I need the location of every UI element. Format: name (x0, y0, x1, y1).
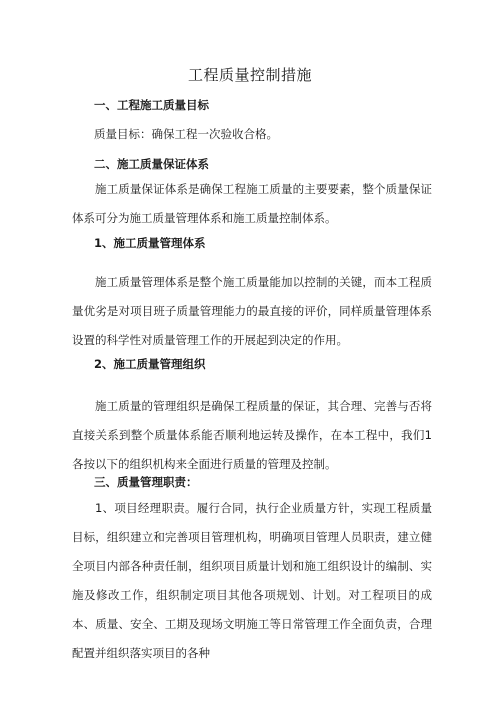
document-title: 工程质量控制措施 (187, 66, 312, 84)
section-heading-quality-assurance-system: 二、施工质量保证体系 (94, 157, 209, 171)
management-organization-paragraph: 施工质量的管理组织是确保工程质量的保证，其合理、完善与否将直接关系到整个质量体系能否顺利地运转及操作，在本工程中，我们1各按以下的组织机构来全面进行质量的管理及控制。 (72, 399, 432, 471)
quality-assurance-paragraph: 施工质量保证体系是确保工程施工质量的主要要素，整个质量保证体系可分为施工质量管理体系和施工质量控制体系。 (72, 182, 432, 225)
subsection-heading-management-organization: 2、施工质量管理组织 (94, 357, 206, 371)
subsection-heading-management-system: 1、施工质量管理体系 (94, 236, 206, 250)
section-heading-quality-target: 一、工程施工质量目标 (94, 98, 209, 112)
management-system-paragraph: 施工质量管理体系是整个施工质量能加以控制的关键，而本工程质量优劣是对项目班子质量管理能力的最直接的评价，同样质量管理体系设置的科学性对质量管理工作的开展起到决定的作用。 (72, 275, 432, 347)
quality-responsibilities-paragraph: 1、项目经理职责。履行合同，执行企业质量方针，实现工程质量目标，组织建立和完善项目管理机构，明确项目管理人员职责，建立健全项目内部各种责任制，组织项目质量计划和施工组织设计的编制、实施及修改工作，组织制定项目其他各项规划、计划。对工程项目的成本、质量、安全、工期及现场文明施工等日常管理工作全面负责，合理配置并组织落实项目的各种 (72, 501, 432, 660)
quality-target-text: 质量目标：确保工程一次验收合格。 (94, 127, 278, 141)
section-heading-quality-responsibilities: 三、质量管理职责： (94, 475, 198, 489)
